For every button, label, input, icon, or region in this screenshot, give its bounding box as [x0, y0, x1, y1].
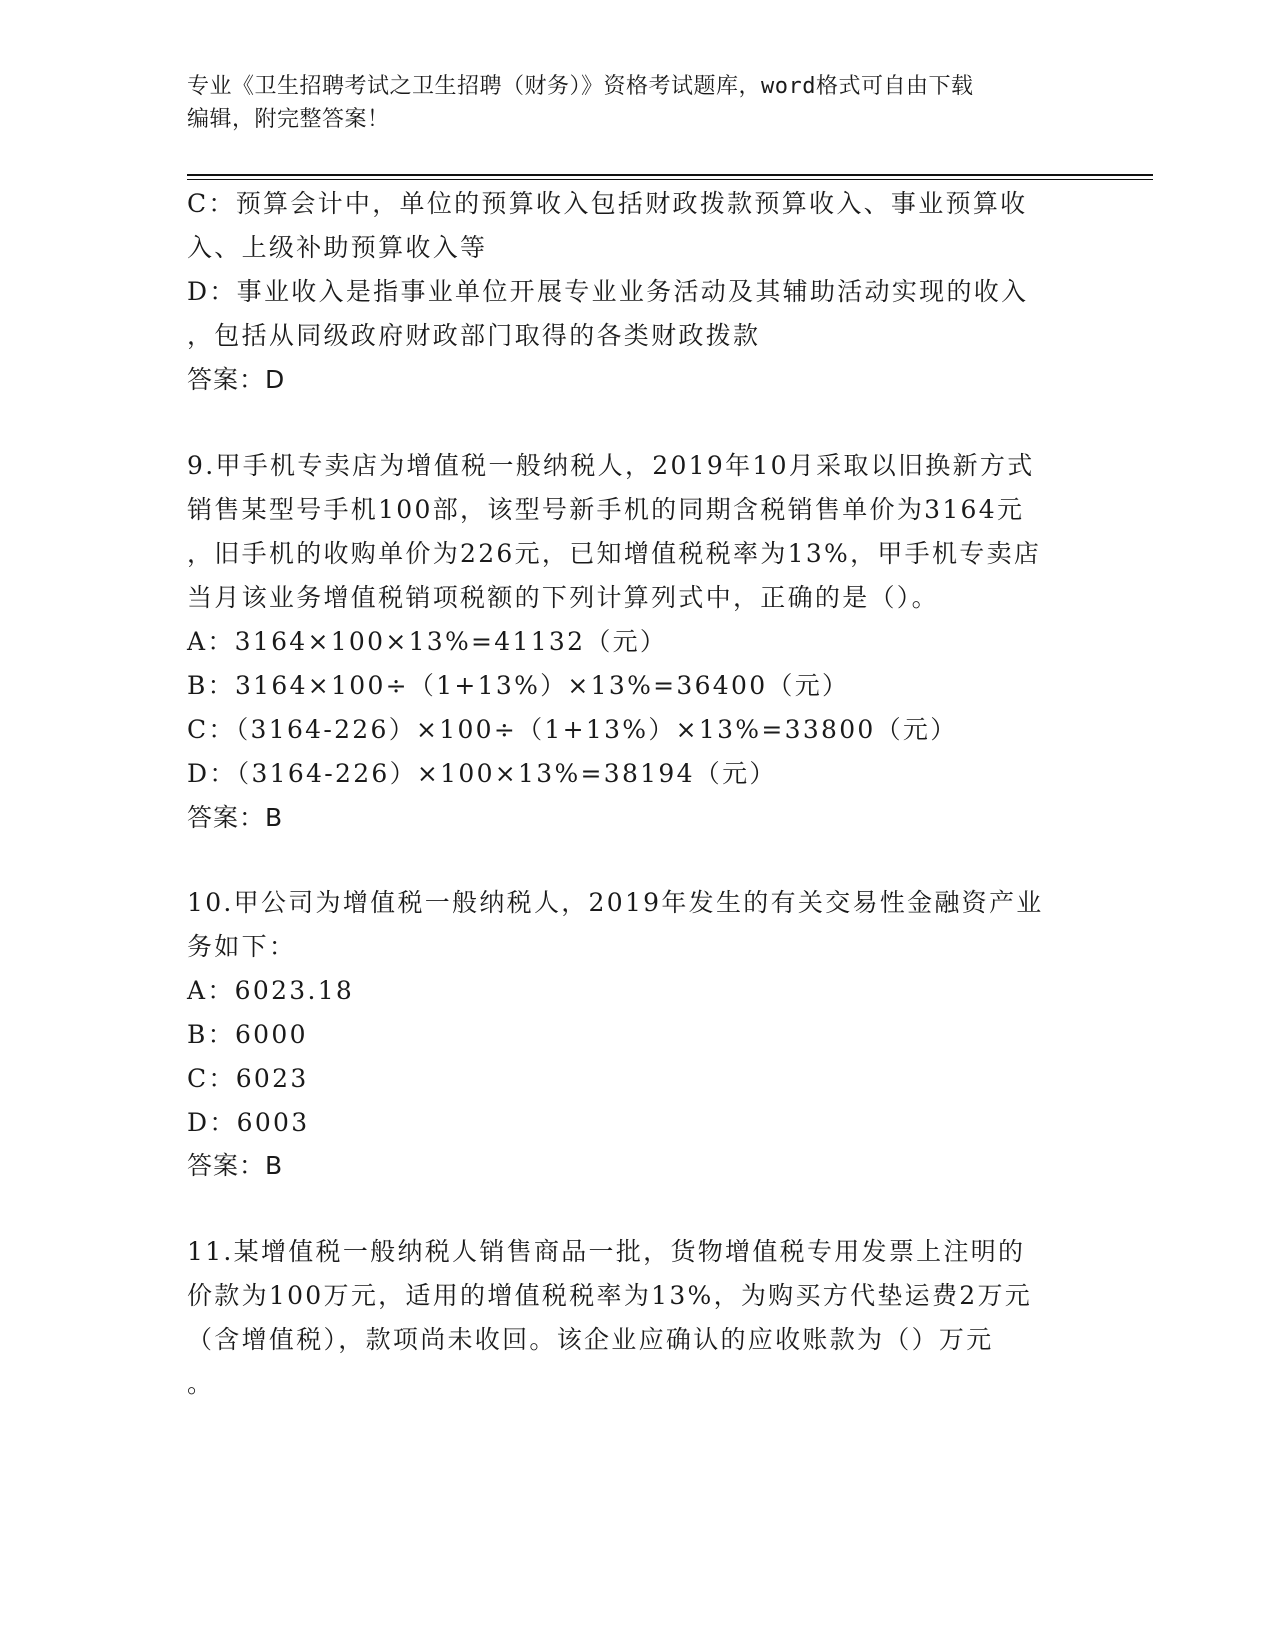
q10-stem-line-2: 务如下： — [187, 932, 297, 961]
header-divider — [187, 174, 1153, 180]
q9-option-d: D：（3164-226）×100×13%=38194（元） — [187, 759, 777, 788]
header-line-1: 专业《卫生招聘考试之卫生招聘（财务）》资格考试题库，word格式可自由下载 — [187, 74, 974, 99]
q9-option-c: C：（3164-226）×100÷（1+13%）×13%=33800（元） — [187, 715, 958, 744]
q9-option-b: B：3164×100÷（1+13%）×13%=36400（元） — [187, 671, 850, 700]
q8-option-c-line-1: C：预算会计中，单位的预算收入包括财政拨款预算收入、事业预算收 — [187, 189, 1028, 218]
q8-answer: 答案：D — [187, 365, 286, 394]
header-line-2: 编辑，附完整答案！ — [187, 107, 390, 132]
q8-option-d-line-2: ，包括从同级政府财政部门取得的各类财政拨款 — [187, 321, 761, 350]
q9-option-a: A：3164×100×13%=41132（元） — [187, 627, 668, 656]
q10-option-d: D：6003 — [187, 1108, 310, 1137]
q10-stem-line-1: 10.甲公司为增值税一般纳税人，2019年发生的有关交易性金融资产业 — [187, 888, 1044, 917]
q8-option-c-line-2: 入、上级补助预算收入等 — [187, 233, 488, 262]
q11-stem-line-1: 11.某增值税一般纳税人销售商品一批，货物增值税专用发票上注明的 — [187, 1237, 1026, 1266]
q9-stem-line-1: 9.甲手机专卖店为增值税一般纳税人，2019年10月采取以旧换新方式 — [187, 451, 1035, 480]
q9-stem-line-4: 当月该业务增值税销项税额的下列计算列式中，正确的是（）。 — [187, 583, 939, 612]
q11-stem-line-3: （含增值税），款项尚未收回。该企业应确认的应收账款为（）万元 — [187, 1325, 994, 1354]
q9-answer: 答案：B — [187, 803, 284, 832]
q10-option-b: B：6000 — [187, 1020, 308, 1049]
q9-stem-line-3: ，旧手机的收购单价为226元，已知增值税税率为13%，甲手机专卖店 — [187, 539, 1042, 568]
q10-option-a: A：6023.18 — [187, 976, 355, 1005]
q10-option-c: C：6023 — [187, 1064, 309, 1093]
q10-answer: 答案：B — [187, 1151, 284, 1180]
q9-stem-line-2: 销售某型号手机100部，该型号新手机的同期含税销售单价为3164元 — [187, 495, 1025, 524]
q11-stem-line-2: 价款为100万元，适用的增值税税率为13%，为购买方代垫运费2万元 — [187, 1281, 1033, 1310]
q8-option-d-line-1: D：事业收入是指事业单位开展专业业务活动及其辅助活动实现的收入 — [187, 277, 1029, 306]
document-header — [187, 70, 1087, 136]
q11-stem-line-4: 。 — [187, 1369, 215, 1398]
